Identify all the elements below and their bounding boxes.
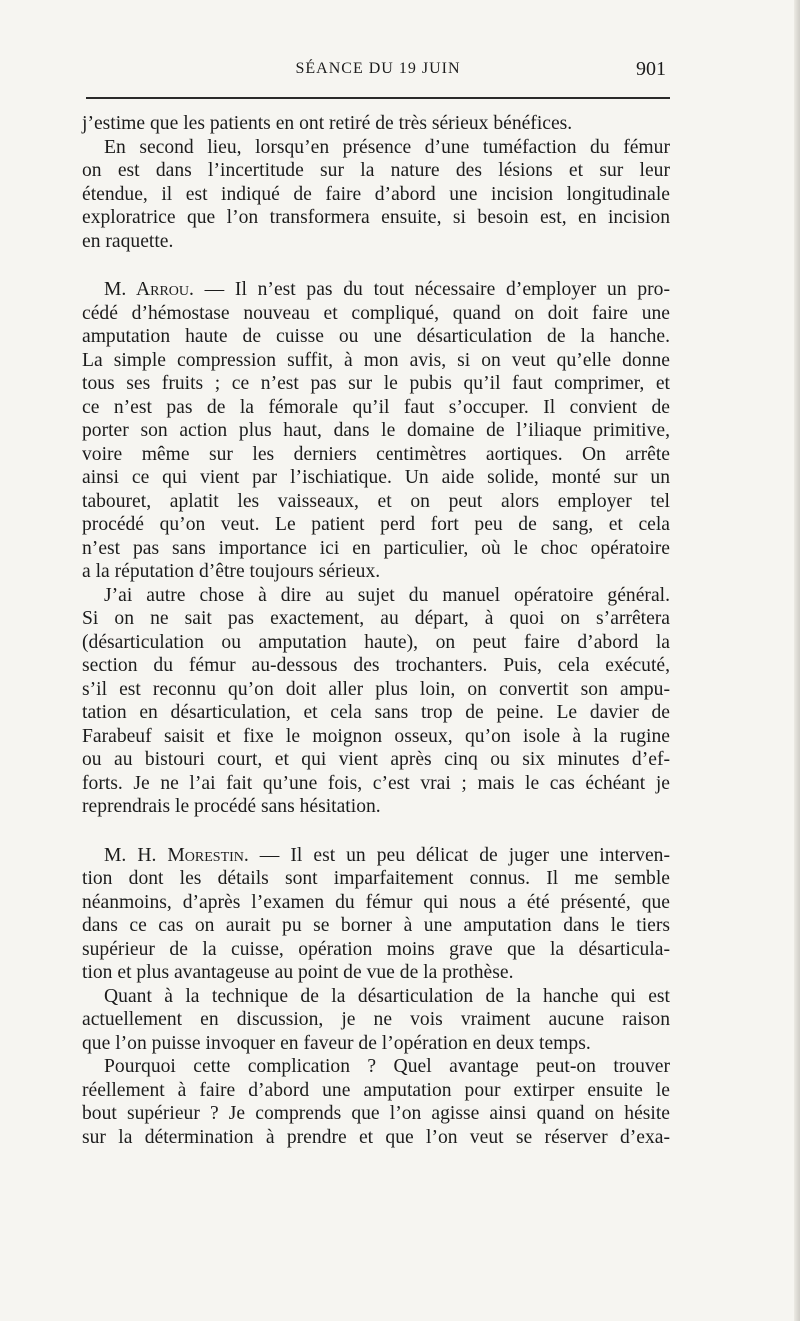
text-line: (désarticulation ou amputation haute), on peut faire d’abord la <box>82 631 670 653</box>
text-line: s’il est reconnu qu’on doit aller plus loin, on convertit son ampu- <box>82 678 670 700</box>
text-line: Si on ne sait pas exactement, au départ, à quoi on s’arrêtera <box>82 608 670 629</box>
text-line: que l’on puisse invoquer en faveur de l’opération en deux temps. <box>82 1032 591 1054</box>
speaker-name: M. Arrou. <box>104 279 194 300</box>
text-line: actuellement en discussion, je ne vois vraiment aucune raison <box>82 1009 670 1030</box>
text-span: — Il n’est pas du tout nécessaire d’employer un pro- <box>193 279 670 300</box>
text-line: en raquette. <box>82 230 174 252</box>
text-line: Pourquoi cette complication ? Quel avantage peut-on trouver <box>104 1056 670 1077</box>
paragraph <box>82 584 670 819</box>
text-line: tion et plus avantageuse au point de vue de la prothèse. <box>82 962 514 983</box>
text-line: supérieur de la cuisse, opération moins grave que la désarticula- <box>82 938 670 960</box>
text-line: section du fémur au-dessous des trochanters. Puis, cela exécuté, <box>82 655 670 676</box>
body-text <box>82 112 670 1149</box>
text-line: dans ce cas on aurait pu se borner à une amputation dans le tiers <box>82 915 670 936</box>
text-line: n’est pas sans importance ici en particulier, où le choc opératoire <box>82 537 670 559</box>
text-line: Farabeuf saisit et fixe le moignon osseux, qu’on isole à la rugine <box>82 725 670 747</box>
page-number: 901 <box>636 58 666 80</box>
text-line: La simple compression suffit, à mon avis, si on veut qu’elle donne <box>82 349 670 371</box>
paragraph <box>82 985 670 1056</box>
text-line: porter son action plus haut, dans le domaine de l’iliaque primitive, <box>82 420 670 441</box>
text-line: J’ai autre chose à dire au sujet du manuel opératoire général. <box>104 584 670 606</box>
text-line: En second lieu, lorsqu’en présence d’une tuméfaction du fémur <box>104 136 670 158</box>
text-line: amputation haute de cuisse ou une désarticulation de la hanche. <box>82 326 670 347</box>
text-line: reprendrais le procédé sans hésitation. <box>82 796 381 817</box>
paragraph <box>82 1055 670 1149</box>
text-line: néanmoins, d’après l’examen du fémur qui nous a été présenté, que <box>82 891 670 913</box>
paragraph-arrou <box>82 278 670 584</box>
text-line: bout supérieur ? Je comprends que l’on agisse ainsi quand on hésite <box>82 1103 670 1124</box>
text-line: tion dont les détails sont imparfaitement connus. Il me semble <box>82 868 670 889</box>
text-line: sur la détermination à prendre et que l’on veut se réserver d’exa- <box>82 1126 670 1148</box>
text-line: j’estime que les patients en ont retiré de très sérieux bénéfices. <box>82 113 573 134</box>
page-edge <box>794 0 800 1321</box>
text-line: ainsi ce qui vient par l’ischiatique. Un aide solide, monté sur un <box>82 467 670 488</box>
text-line: étendue, il est indiqué de faire d’abord une incision longitudinale <box>82 183 670 205</box>
text-line: exploratrice que l’on transformera ensuite, si besoin est, en incision <box>82 207 670 228</box>
running-header-title: SÉANCE DU 19 JUIN <box>295 60 461 77</box>
paragraph-gap <box>82 819 670 844</box>
text-line: a la réputation d’être toujours sérieux. <box>82 561 381 582</box>
text-line: forts. Je ne l’ai fait qu’une fois, c’est vrai ; mais le cas échéant je <box>82 772 670 794</box>
text-line: réellement à faire d’abord une amputation pour extirper ensuite le <box>82 1079 670 1101</box>
text-span: — Il est un peu délicat de juger une interven- <box>248 844 670 866</box>
paragraph <box>82 112 670 136</box>
text-line: voire même sur les derniers centimètres aortiques. On arrête <box>82 443 670 465</box>
header-rule <box>86 97 670 99</box>
text-line: tabouret, aplatit les vaisseaux, et on peut alors employer tel <box>82 490 670 512</box>
text-line: cédé d’hémostase nouveau et compliqué, quand on doit faire une <box>82 302 670 324</box>
text-line: procédé qu’on veut. Le patient perd fort peu de sang, et cela <box>82 514 670 535</box>
text-line <box>82 278 670 302</box>
paragraph-gap <box>82 253 670 278</box>
text-line: Quant à la technique de la désarticulation de la hanche qui est <box>104 985 670 1007</box>
paragraph <box>82 136 670 254</box>
text-line: on est dans l’incertitude sur la nature des lésions et sur leur <box>82 160 670 181</box>
speaker-name: M. H. Morestin. <box>104 844 249 866</box>
text-line: tous ses fruits ; ce n’est pas sur le pubis qu’il faut comprimer, et <box>82 373 670 394</box>
text-line <box>82 844 670 868</box>
text-line: ou au bistouri court, et qui vient après cinq ou six minutes d’ef- <box>82 749 670 770</box>
text-line: tation en désarticulation, et cela sans trop de peine. Le davier de <box>82 702 670 723</box>
paragraph-morestin <box>82 844 670 985</box>
text-line: ce n’est pas de la fémorale qu’il faut s’occuper. Il convient de <box>82 396 670 418</box>
running-header <box>86 58 670 86</box>
